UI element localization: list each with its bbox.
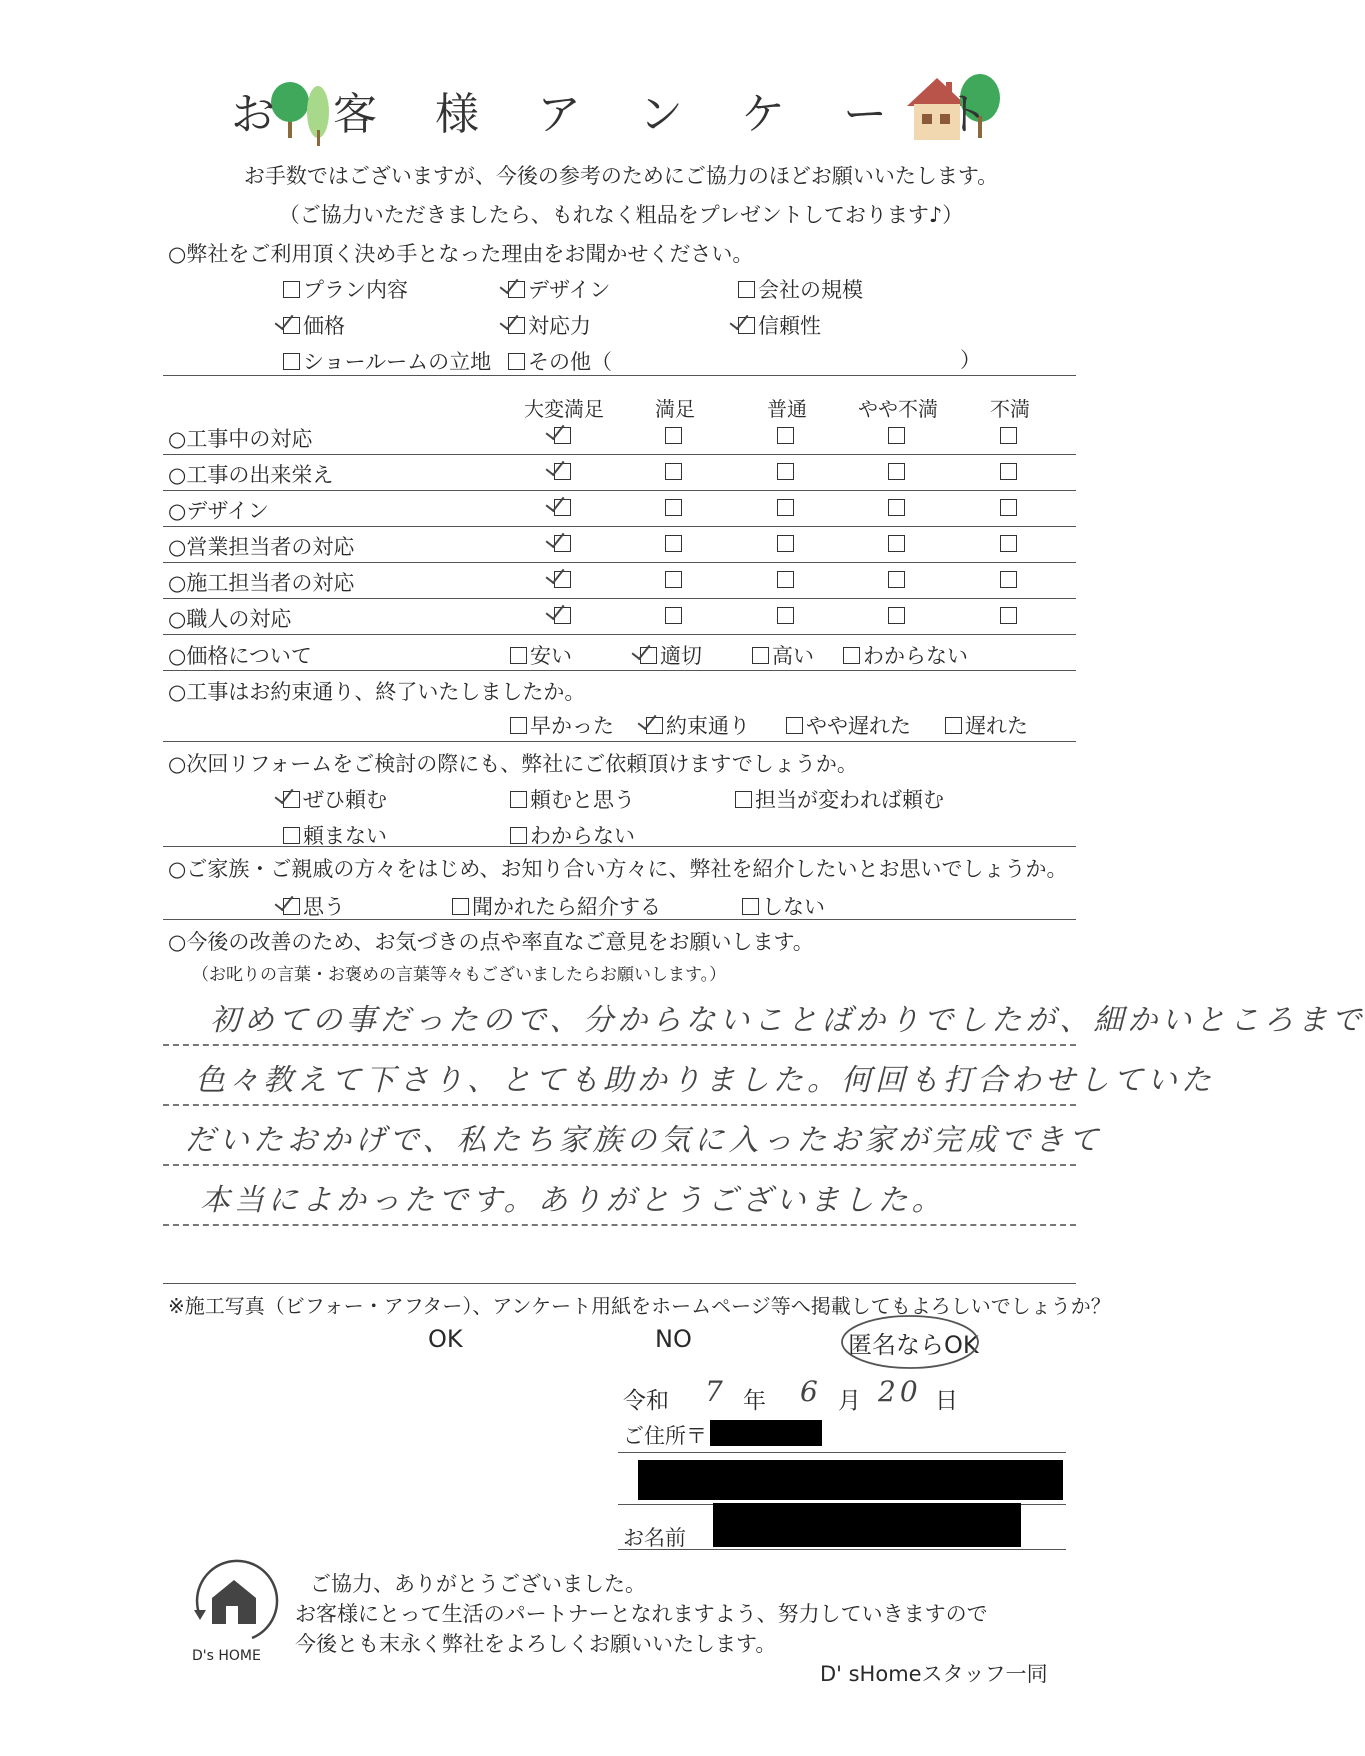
checkbox[interactable]	[283, 353, 300, 370]
price-label: ○価格について	[168, 644, 312, 668]
option-label: プラン内容	[303, 278, 408, 302]
next-reform-option[interactable]	[735, 784, 944, 814]
q1-label: ○弊社をご利用頂く決め手となった理由をお聞かせください。	[168, 242, 754, 266]
checkbox[interactable]	[888, 499, 905, 516]
divider	[163, 375, 1076, 376]
checkbox[interactable]	[777, 571, 794, 588]
redacted-address	[638, 1460, 1063, 1500]
option-label: 信頼性	[758, 314, 821, 338]
q1-option[interactable]	[283, 310, 345, 340]
checkbox[interactable]	[752, 647, 769, 664]
divider	[163, 919, 1076, 920]
option-label: やや遅れた	[806, 714, 911, 738]
date-year: 7	[705, 1375, 727, 1408]
option-label: 適切	[660, 644, 702, 668]
name-underline	[618, 1549, 1066, 1550]
price-option[interactable]	[752, 640, 814, 670]
intro-line-1: お手数ではございますが、今後の参考のためにご協力のほどお願いいたします。	[243, 164, 999, 188]
referral-option[interactable]	[283, 891, 345, 921]
divider	[163, 562, 1076, 563]
grid-row-label: ○デザイン	[168, 499, 269, 523]
grid-cell[interactable]	[509, 571, 619, 591]
grid-cell[interactable]	[509, 499, 619, 519]
option-label: 安い	[530, 644, 572, 668]
grid-cell[interactable]	[620, 499, 730, 519]
checkbox[interactable]	[1000, 571, 1017, 588]
checkbox[interactable]	[777, 607, 794, 624]
option-label: 高い	[772, 644, 814, 668]
divider	[163, 598, 1076, 599]
checkbox[interactable]	[742, 898, 759, 915]
checked-checkbox[interactable]	[508, 317, 525, 334]
grid-cell[interactable]	[732, 463, 842, 483]
divider	[163, 670, 1076, 671]
photo-permission-label: ※施工写真（ビフォー・アフター）、アンケート用紙をホームページ等へ掲載してもよろしいでしょうか？	[168, 1294, 1111, 1318]
checked-checkbox[interactable]	[554, 535, 571, 552]
divider	[163, 741, 1076, 742]
checked-checkbox[interactable]	[646, 717, 663, 734]
option-label: しない	[762, 895, 825, 919]
name-label: お名前	[623, 1526, 686, 1550]
grid-cell[interactable]	[509, 607, 619, 627]
checked-checkbox[interactable]	[554, 607, 571, 624]
q1-option[interactable]	[738, 310, 821, 340]
redacted-name	[713, 1503, 1021, 1547]
grid-cell[interactable]	[955, 463, 1065, 483]
comment-line-3: だいたおかげで、私たち家族の気に入ったお家が完成できて	[185, 1123, 1103, 1158]
option-label: ショールームの立地	[303, 350, 492, 374]
date-day-label: 日	[935, 1388, 958, 1414]
checkbox[interactable]	[888, 571, 905, 588]
checkbox[interactable]	[1000, 463, 1017, 480]
checked-checkbox[interactable]	[554, 499, 571, 516]
option-label: わからない	[530, 824, 635, 848]
closing-line-1: ご協力、ありがとうございました。	[310, 1572, 646, 1596]
photo-ok: OK	[428, 1325, 463, 1353]
selection-circle	[838, 1312, 983, 1372]
address-label: ご住所〒	[623, 1424, 707, 1448]
checkbox[interactable]	[888, 607, 905, 624]
divider	[163, 634, 1076, 635]
option-label: デザイン	[528, 278, 611, 302]
checkbox[interactable]	[738, 281, 755, 298]
checkbox[interactable]	[786, 717, 803, 734]
comment-rule	[163, 1224, 1076, 1226]
grid-cell[interactable]	[620, 463, 730, 483]
comment-line-4: 本当によかったです。ありがとうございました。	[200, 1183, 946, 1218]
grid-cell[interactable]	[620, 535, 730, 555]
option-label: 対応力	[528, 314, 591, 338]
logo-text: D's HOME	[192, 1648, 261, 1664]
checkbox[interactable]	[665, 427, 682, 444]
checked-checkbox[interactable]	[554, 427, 571, 444]
comment-rule	[163, 1044, 1076, 1046]
checked-checkbox[interactable]	[283, 898, 300, 915]
option-label: 会社の規模	[758, 278, 863, 302]
grid-cell[interactable]	[732, 427, 842, 447]
checkbox[interactable]	[510, 827, 527, 844]
schedule-option[interactable]	[945, 710, 1028, 740]
q1-option[interactable]	[283, 346, 491, 376]
option-label: 約束通り	[666, 714, 750, 738]
checkbox[interactable]	[777, 463, 794, 480]
next-reform-option[interactable]	[283, 784, 387, 814]
grid-cell[interactable]	[843, 499, 953, 519]
q1-option[interactable]	[283, 274, 408, 304]
option-label: 頼まない	[303, 824, 387, 848]
schedule-option[interactable]	[646, 710, 750, 740]
price-option[interactable]	[510, 640, 572, 670]
option-label: 頼むと思う	[530, 788, 635, 812]
checkbox[interactable]	[452, 898, 469, 915]
date-year-label: 年	[743, 1388, 766, 1414]
option-label: ぜひ頼む	[303, 788, 387, 812]
comment-line-2: 色々教えて下さり、とても助かりました。何回も打合わせしていた	[195, 1063, 1215, 1098]
checkbox[interactable]	[665, 607, 682, 624]
checkbox[interactable]	[777, 427, 794, 444]
grid-cell[interactable]	[843, 607, 953, 627]
company-logo	[182, 1558, 282, 1648]
grid-cell[interactable]	[509, 427, 619, 447]
grid-cell[interactable]	[620, 571, 730, 591]
grid-column-header: 普通	[767, 397, 807, 421]
checkbox[interactable]	[665, 571, 682, 588]
schedule-label: ○工事はお約束通り、終了いたしましたか。	[168, 680, 586, 704]
date-era: 令和	[623, 1388, 669, 1414]
checked-checkbox[interactable]	[554, 571, 571, 588]
signature: D' sHomeスタッフ一同	[820, 1662, 1048, 1686]
grid-cell[interactable]	[732, 571, 842, 591]
checkbox[interactable]	[1000, 535, 1017, 552]
grid-cell[interactable]	[955, 427, 1065, 447]
closing-line-2: お客様にとって生活のパートナーとなれますよう、努力していきますので	[295, 1602, 988, 1626]
checkbox[interactable]	[888, 427, 905, 444]
grid-column-header: 満足	[655, 397, 695, 421]
grid-cell[interactable]	[955, 607, 1065, 627]
date-month: 6	[800, 1375, 822, 1408]
checkbox[interactable]	[665, 463, 682, 480]
grid-cell[interactable]	[732, 607, 842, 627]
grid-cell[interactable]	[509, 535, 619, 555]
grid-cell[interactable]	[843, 427, 953, 447]
photo-no: NO	[655, 1325, 692, 1353]
price-option[interactable]	[640, 640, 702, 670]
address-underline	[618, 1452, 1066, 1453]
checkbox[interactable]	[735, 791, 752, 808]
checked-checkbox[interactable]	[508, 281, 525, 298]
checkbox[interactable]	[665, 499, 682, 516]
grid-row-label: ○工事中の対応	[168, 427, 313, 451]
comment-rule	[163, 1164, 1076, 1166]
checkbox[interactable]	[1000, 499, 1017, 516]
option-label: 早かった	[530, 714, 614, 738]
checkbox[interactable]	[510, 717, 527, 734]
divider	[163, 526, 1076, 527]
grid-row-label: ○施工担当者の対応	[168, 571, 355, 595]
q1-option[interactable]	[508, 274, 611, 304]
grid-cell[interactable]	[620, 607, 730, 627]
grid-cell[interactable]	[732, 535, 842, 555]
option-label: その他（	[528, 350, 612, 374]
option-label: 担当が変われば頼む	[755, 788, 944, 812]
grid-row-label: ○営業担当者の対応	[168, 535, 355, 559]
grid-row-label: ○職人の対応	[168, 607, 292, 631]
checkbox[interactable]	[1000, 607, 1017, 624]
checkbox[interactable]	[888, 463, 905, 480]
divider	[163, 1283, 1076, 1284]
option-label: わからない	[863, 644, 968, 668]
checkbox[interactable]	[777, 499, 794, 516]
q1-option[interactable]	[508, 346, 612, 376]
schedule-option[interactable]	[786, 710, 911, 740]
referral-option[interactable]	[452, 891, 661, 921]
price-option[interactable]	[843, 640, 968, 670]
option-label: 思う	[303, 895, 345, 919]
schedule-option[interactable]	[510, 710, 614, 740]
checkbox[interactable]	[510, 791, 527, 808]
divider	[163, 846, 1076, 847]
comment-rule	[163, 1104, 1076, 1106]
date-month-label: 月	[838, 1388, 861, 1414]
checked-checkbox[interactable]	[738, 317, 755, 334]
grid-cell[interactable]	[843, 535, 953, 555]
grid-row-label: ○工事の出来栄え	[168, 463, 334, 487]
grid-cell[interactable]	[843, 571, 953, 591]
q1-close-paren: ）	[960, 348, 981, 372]
checkbox[interactable]	[665, 535, 682, 552]
q1-option[interactable]	[738, 274, 863, 304]
next-label: ○次回リフォームをご検討の際にも、弊社にご依頼頂けますでしょうか。	[168, 752, 858, 776]
grid-cell[interactable]	[955, 571, 1065, 591]
checkbox[interactable]	[777, 535, 794, 552]
referral-label: ○ご家族・ご親戚の方々をはじめ、お知り合い方々に、弊社を紹介したいとお思いでしょうか。	[168, 857, 1068, 881]
checkbox[interactable]	[1000, 427, 1017, 444]
checkbox[interactable]	[843, 647, 860, 664]
next-reform-option[interactable]	[510, 784, 635, 814]
option-label: 価格	[303, 314, 345, 338]
q1-option[interactable]	[508, 310, 591, 340]
checkbox[interactable]	[508, 353, 525, 370]
intro-line-2: （ご協力いただきましたら、もれなく粗品をプレゼントしております♪）	[278, 203, 964, 227]
grid-column-header: やや不満	[858, 397, 938, 421]
date-day: 20	[878, 1375, 922, 1408]
option-label: 聞かれたら紹介する	[472, 895, 661, 919]
grid-column-header: 大変満足	[524, 397, 604, 421]
grid-cell[interactable]	[955, 535, 1065, 555]
checkbox[interactable]	[510, 647, 527, 664]
grid-cell[interactable]	[843, 463, 953, 483]
checkbox[interactable]	[888, 535, 905, 552]
closing-line-3: 今後とも末永く弊社をよろしくお願いいたします。	[295, 1632, 777, 1656]
divider	[163, 454, 1076, 455]
checkbox[interactable]	[945, 717, 962, 734]
divider	[163, 490, 1076, 491]
checked-checkbox[interactable]	[640, 647, 657, 664]
checked-checkbox[interactable]	[283, 317, 300, 334]
grid-cell[interactable]	[620, 427, 730, 447]
grid-cell[interactable]	[732, 499, 842, 519]
page-title: お 客 様 ア ン ケ ー ト	[231, 89, 1011, 140]
comments-sublabel: （お叱りの言葉・お褒めの言葉等々もございましたらお願いします。）	[192, 965, 727, 985]
redacted-postal-code	[710, 1420, 822, 1446]
grid-column-header: 不満	[990, 397, 1030, 421]
comments-label: ○今後の改善のため、お気づきの点や率直なご意見をお願いします。	[168, 930, 814, 954]
grid-cell[interactable]	[955, 499, 1065, 519]
grid-cell[interactable]	[509, 463, 619, 483]
photo-anonymous-ok: 匿名ならOK	[848, 1331, 979, 1359]
checked-checkbox[interactable]	[554, 463, 571, 480]
checked-checkbox[interactable]	[283, 791, 300, 808]
referral-option[interactable]	[742, 891, 825, 921]
checkbox[interactable]	[283, 827, 300, 844]
comment-line-1: 初めての事だったので、分からないことばかりでしたが、細かいところまで	[210, 1003, 1365, 1038]
option-label: 遅れた	[965, 714, 1028, 738]
checkbox[interactable]	[283, 281, 300, 298]
